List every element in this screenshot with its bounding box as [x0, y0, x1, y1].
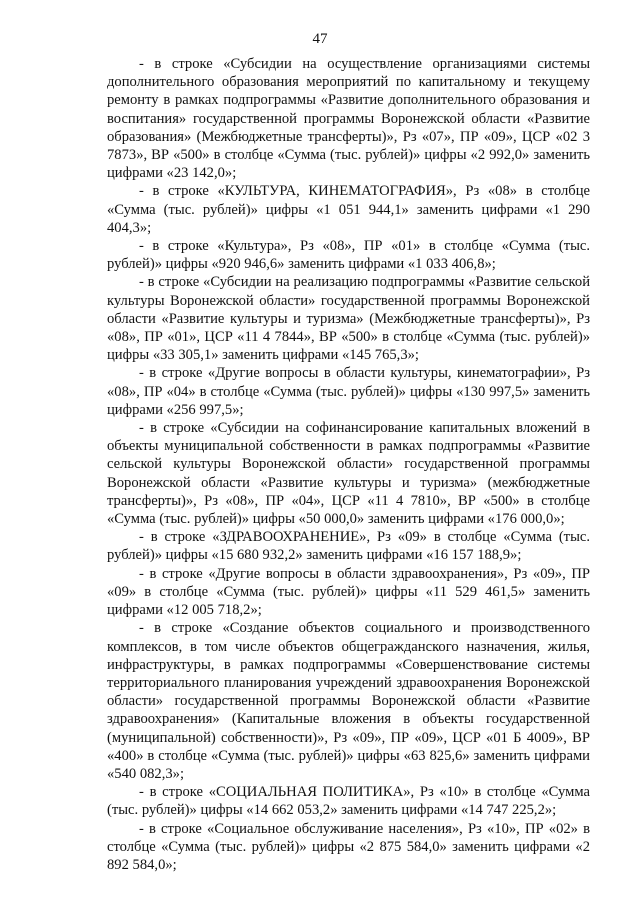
page-number: 47 — [312, 31, 328, 47]
paragraph: - в строке «ЗДРАВООХРАНЕНИЕ», Рз «09» в столбце «Сумма (тыс. рублей)» цифры «15 680 932,2» заменить цифрами «16 157 188,9»; — [107, 529, 590, 564]
document-body — [107, 55, 590, 874]
paragraph: - в строке «КУЛЬТУРА, КИНЕМАТОГРАФИЯ», Рз «08» в столбце «Сумма (тыс. рублей)» цифры «1 051 944,1» заменить цифрами «1 290 404,3»; — [107, 183, 590, 236]
paragraph: - в строке «СОЦИАЛЬНАЯ ПОЛИТИКА», Рз «10» в столбце «Сумма (тыс. рублей)» цифры «14 662 053,2» заменить цифрами «14 747 225,2»; — [107, 784, 590, 819]
paragraph: - в строке «Социальное обслуживание населения», Рз «10», ПР «02» в столбце «Сумма (тыс. рублей)» цифры «2 875 584,0» заменить цифрами «2 892 584,0»; — [107, 820, 590, 873]
paragraph: - в строке «Создание объектов социального и производственного комплексов, в том числе объектов общегражданского назначения, жилья, инфраструктуры, в рамках подпрограммы «Совершенствование системы территориального планирования учреждений здравоохранения Воронежской области» государственной программы Воронежской области «Развитие здравоохранения» (Капитальные вложения в объекты государственной (муниципальной) собственности)», Рз «09», ПР «09», ЦСР «01 Б 4009», ВР «400» в столбце «Сумма (тыс. рублей)» цифры «63 825,6» заменить цифрами «540 082,3»; — [107, 620, 590, 782]
paragraph: - в строке «Субсидии на реализацию подпрограммы «Развитие сельской культуры Воронежской области» государственной программы Воронежской области «Развитие культуры и туризма» (Межбюджетные трансферты)», Рз «08», ПР «01», ЦСР «11 4 7844», ВР «500» в столбце «Сумма (тыс. рублей)» цифры «33 305,1» заменить цифрами «145 765,3»; — [107, 274, 590, 364]
paragraph: - в строке «Культура», Рз «08», ПР «01» в столбце «Сумма (тыс. рублей)» цифры «920 946,6» заменить цифрами «1 033 406,8»; — [107, 238, 590, 273]
paragraph: - в строке «Субсидии на осуществление организациями системы дополнительного образования мероприятий по капитальному и текущему ремонту в рамках подпрограммы «Развитие дополнительного образования и воспитания» государственной программы Воронежской области «Развитие образования» (Межбюджетные трансферты)», Рз «07», ПР «09», ЦСР «02 3 7873», ВР «500» в столбце «Сумма (тыс. рублей)» цифры «2 992,0» заменить цифрами «23 142,0»; — [107, 56, 590, 182]
paragraph: - в строке «Другие вопросы в области культуры, кинематографии», Рз «08», ПР «04» в столбце «Сумма (тыс. рублей)» цифры «130 997,5» заменить цифрами «256 997,5»; — [107, 365, 590, 418]
paragraph: - в строке «Субсидии на софинансирование капитальных вложений в объекты муниципальной собственности в рамках подпрограммы «Развитие сельской культуры Воронежской области» государственной программы Воронежской области «Развитие культуры и туризма» (межбюджетные трансферты)», Рз «08», ПР «04», ЦСР «11 4 7810», ВР «500» в столбце «Сумма (тыс. рублей)» цифры «50 000,0» заменить цифрами «176 000,0»; — [107, 420, 590, 528]
paragraph: - в строке «Другие вопросы в области здравоохранения», Рз «09», ПР «09» в столбце «Сумма (тыс. рублей)» цифры «11 529 461,5» заменить цифрами «12 005 718,2»; — [107, 565, 590, 619]
